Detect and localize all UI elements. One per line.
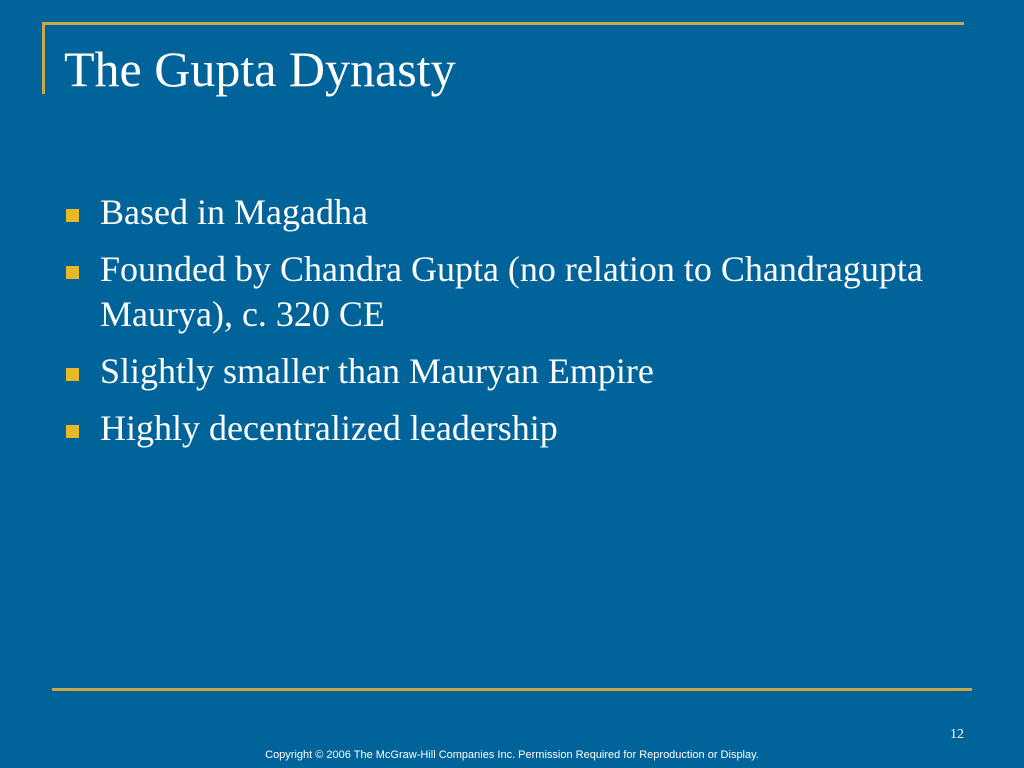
copyright-notice: Copyright © 2006 The McGraw-Hill Companies Inc. Permission Required for Reproduction or Display.: [265, 749, 759, 761]
bullet-item: [64, 406, 924, 451]
square-bullet-icon: [66, 209, 79, 222]
bottom-divider-line: [52, 688, 972, 691]
top-frame-line: [42, 22, 964, 25]
bullet-list: [64, 190, 924, 463]
slide-title: The Gupta Dynasty: [64, 41, 456, 97]
square-bullet-icon: [66, 266, 79, 279]
slide-number: 12: [950, 727, 964, 742]
bullet-item: [64, 190, 924, 235]
left-frame-line: [42, 22, 45, 94]
square-bullet-icon: [66, 368, 79, 381]
bullet-text: Highly decentralized leadership: [100, 408, 558, 448]
bullet-item: [64, 247, 924, 337]
square-bullet-icon: [66, 425, 79, 438]
bullet-text: Slightly smaller than Mauryan Empire: [100, 351, 654, 391]
bullet-item: [64, 349, 924, 394]
bullet-text: Based in Magadha: [100, 192, 368, 232]
bullet-text: Founded by Chandra Gupta (no relation to Chandragupta Maurya), c. 320 CE: [100, 249, 923, 334]
